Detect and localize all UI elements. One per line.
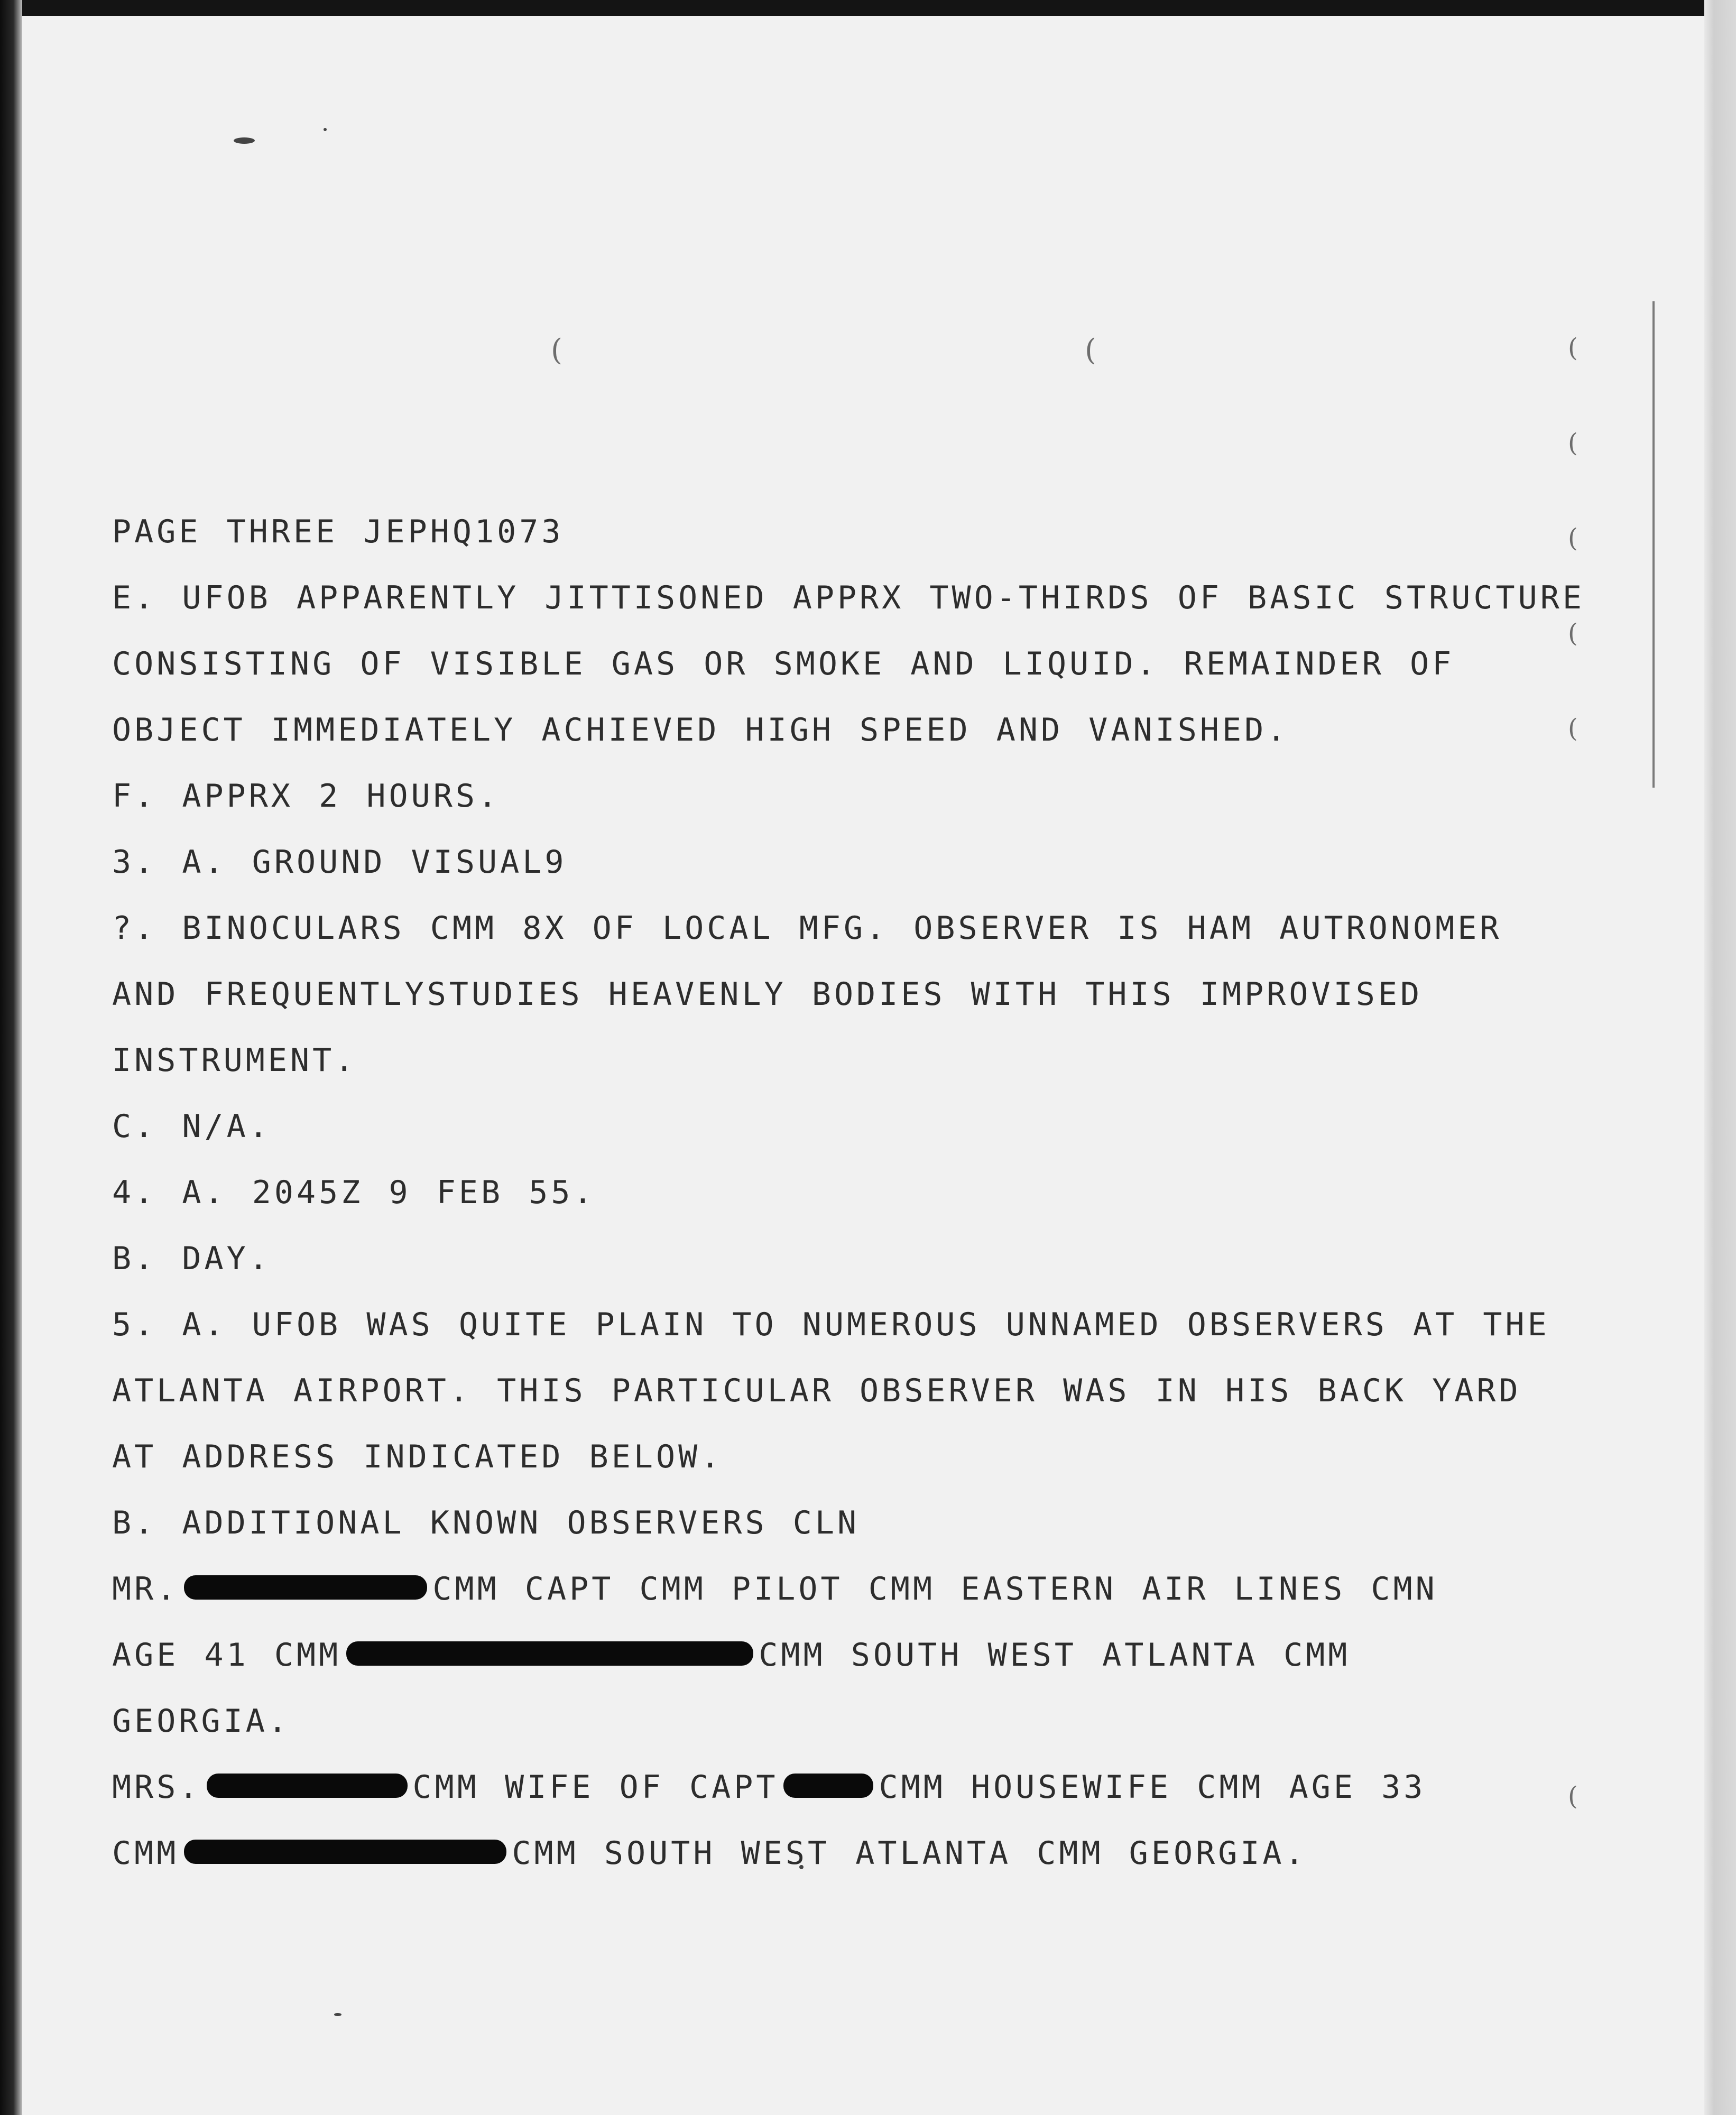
text-line	[112, 565, 1585, 631]
text-segment: B. DAY.	[112, 1240, 271, 1277]
text-segment: 5. A. UFOB WAS QUITE PLAIN TO NUMEROUS UNNAMED OBSERVERS AT THE	[112, 1306, 1550, 1343]
text-segment: 3. A. GROUND VISUAL9	[112, 844, 567, 881]
text-segment: ?. BINOCULARS CMM 8X OF LOCAL MFG. OBSERVER IS HAM AUTRONOMER	[112, 910, 1502, 947]
text-line	[112, 1688, 1539, 1754]
punch-mark: (	[551, 333, 562, 367]
text-line	[112, 631, 1539, 697]
redaction-bar	[346, 1641, 753, 1666]
text-line	[112, 895, 1539, 962]
paper-fold-line	[1652, 301, 1655, 788]
scan-border-top	[0, 0, 1736, 16]
margin-mark: (	[1568, 618, 1578, 648]
text-segment: F. APPRX 2 HOURS.	[112, 778, 501, 815]
text-line	[112, 1821, 1539, 1887]
text-segment: ATLANTA AIRPORT. THIS PARTICULAR OBSERVER WAS IN HIS BACK YARD	[112, 1372, 1521, 1409]
text-segment: MRS.	[112, 1769, 201, 1806]
margin-mark: (	[1568, 428, 1578, 458]
text-segment: B. ADDITIONAL KNOWN OBSERVERS CLN	[112, 1504, 860, 1541]
redaction-bar	[207, 1774, 408, 1798]
margin-mark: (	[1568, 523, 1578, 553]
margin-mark: (	[1568, 333, 1578, 363]
text-line	[112, 829, 1539, 895]
text-line	[112, 1226, 1539, 1292]
scan-border-right	[1704, 0, 1736, 2115]
scan-border-left	[0, 0, 22, 2115]
text-segment: AND FREQUENTLYSTUDIES HEAVENLY BODIES WITH THIS IMPROVISED	[112, 976, 1423, 1013]
text-line	[112, 1094, 1539, 1160]
text-segment: CMM HOUSEWIFE CMM AGE 33	[879, 1769, 1426, 1806]
redaction-bar	[783, 1774, 873, 1798]
text-line	[112, 1358, 1539, 1424]
redaction-bar	[184, 1840, 506, 1864]
page-header: PAGE THREE JEPHQ1073	[112, 513, 564, 550]
text-segment: 4. A. 2045Z 9 FEB 55.	[112, 1174, 596, 1211]
text-line	[112, 1028, 1539, 1094]
text-line	[112, 697, 1539, 763]
text-segment: INSTRUMENT.	[112, 1042, 357, 1079]
message-body	[112, 565, 1585, 1887]
text-segment: GEORGIA.	[112, 1703, 290, 1740]
margin-mark: (	[1568, 714, 1578, 743]
text-line	[112, 763, 1539, 829]
text-line	[112, 1622, 1539, 1688]
text-segment: CMM SOUTH WEST ATLANTA CMM	[759, 1637, 1351, 1674]
text-line	[112, 962, 1539, 1028]
text-segment: AGE 41 CMM	[112, 1637, 341, 1674]
text-segment: OBJECT IMMEDIATELY ACHIEVED HIGH SPEED AND VANISHED.	[112, 712, 1289, 749]
redaction-bar	[184, 1575, 427, 1600]
text-segment: CMM SOUTH WEST ATLANTA CMM GEORGIA.	[512, 1835, 1307, 1872]
text-segment: CMM WIFE OF CAPT	[412, 1769, 779, 1806]
margin-mark: (	[1568, 1781, 1578, 1811]
text-line	[112, 1424, 1539, 1490]
text-line	[112, 1490, 1539, 1556]
text-line	[112, 1556, 1539, 1622]
text-segment: C. N/A.	[112, 1108, 271, 1145]
text-line	[112, 1160, 1539, 1226]
text-segment: MR.	[112, 1571, 179, 1608]
text-segment: CONSISTING OF VISIBLE GAS OR SMOKE AND LIQUID. REMAINDER OF	[112, 645, 1455, 682]
text-segment: AT ADDRESS INDICATED BELOW.	[112, 1438, 723, 1475]
text-segment: E. UFOB APPARENTLY JITTISONED APPRX TWO-THIRDS OF BASIC STRUCTURE	[112, 579, 1585, 616]
text-line	[112, 1754, 1539, 1821]
teletype-message	[112, 499, 1585, 1887]
text-segment: CMM CAPT CMM PILOT CMM EASTERN AIR LINES CMN	[432, 1571, 1438, 1608]
text-segment: CMM	[112, 1835, 179, 1872]
text-line	[112, 1292, 1550, 1358]
punch-mark: (	[1085, 333, 1096, 367]
